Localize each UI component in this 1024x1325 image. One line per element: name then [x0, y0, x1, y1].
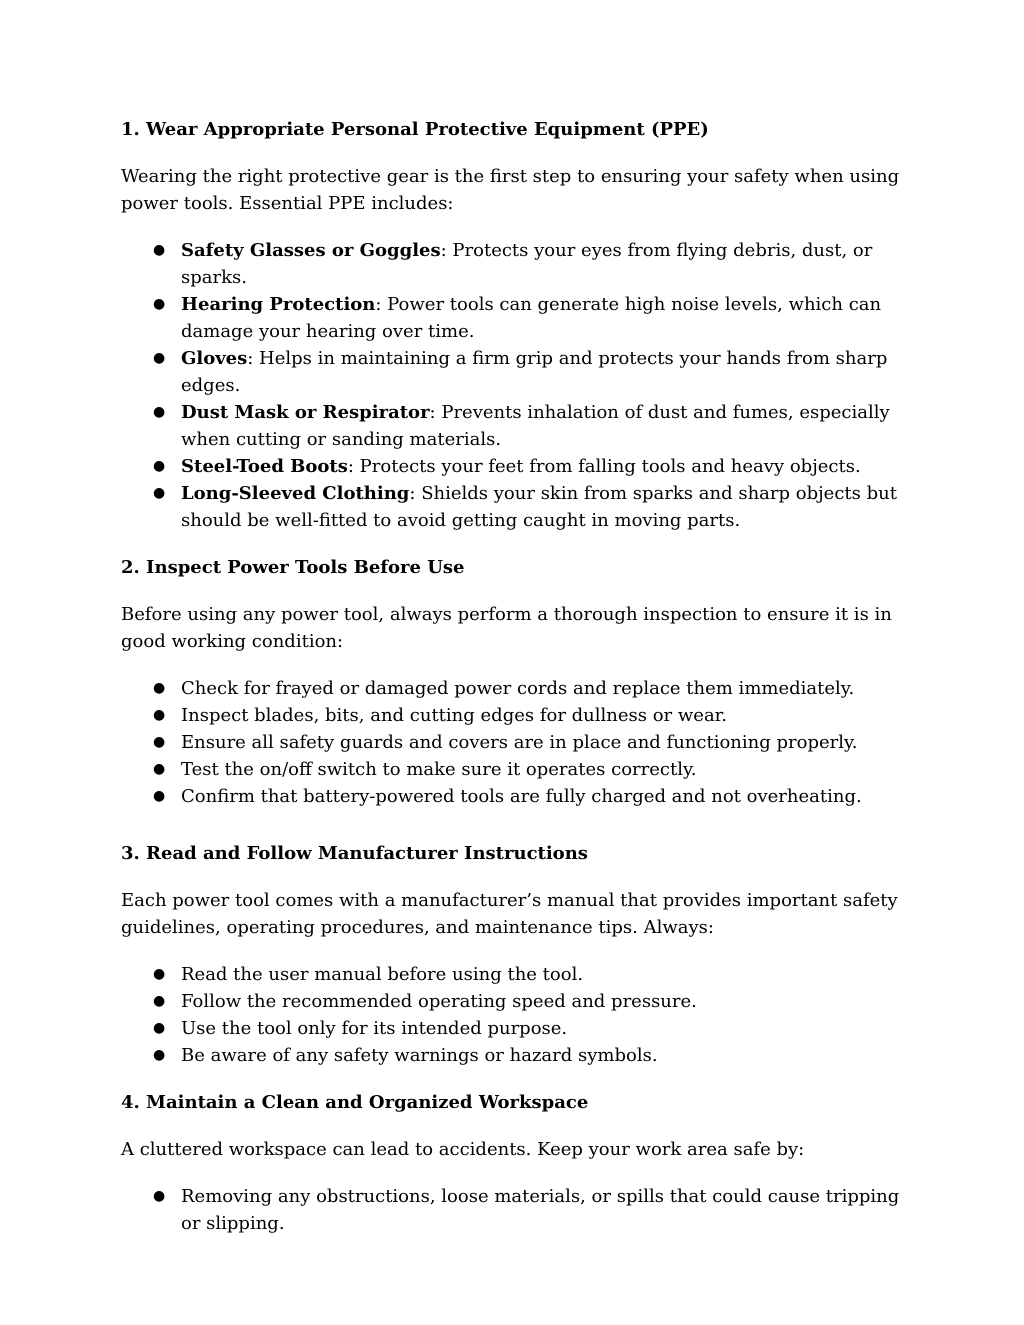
- section-heading: 3. Read and Follow Manufacturer Instructions: [121, 843, 588, 864]
- section-workspace: [121, 1089, 911, 1237]
- section-intro: Wearing the right protective gear is the first step to ensuring your safety when using power tools. Essential PPE includes:: [121, 166, 900, 214]
- section-ppe: [121, 116, 911, 534]
- bullet-icon: ●: [153, 761, 166, 777]
- list-item: [121, 756, 911, 783]
- section-intro: Each power tool comes with a manufacturer’s manual that provides important safety guidelines, operating procedures, and maintenance tips. Always:: [121, 890, 898, 938]
- section-inspect: [121, 554, 911, 810]
- bullet-icon: ●: [153, 485, 166, 501]
- item-text: Read the user manual before using the tool.: [181, 964, 584, 985]
- item-term: Hearing Protection: [181, 294, 376, 315]
- item-text: : Prevents inhalation of dust and fumes, especially when cutting or sanding materials.: [181, 402, 890, 450]
- section-heading: 1. Wear Appropriate Personal Protective Equipment (PPE): [121, 119, 709, 140]
- item-text: : Helps in maintaining a firm grip and protects your hands from sharp edges.: [181, 348, 888, 396]
- item-term: Gloves: [181, 348, 248, 369]
- list-item: [121, 961, 911, 988]
- item-text: Test the on/off switch to make sure it operates correctly.: [181, 759, 697, 780]
- item-text: Be aware of any safety warnings or hazard symbols.: [181, 1045, 658, 1066]
- list-item: [121, 702, 911, 729]
- bullet-icon: ●: [153, 734, 166, 750]
- section-heading: 4. Maintain a Clean and Organized Workspace: [121, 1092, 589, 1113]
- list-item: [121, 345, 911, 399]
- section-intro: Before using any power tool, always perform a thorough inspection to ensure it is in good working condition:: [121, 604, 892, 652]
- item-text: Follow the recommended operating speed and pressure.: [181, 991, 697, 1012]
- bullet-list: [121, 1183, 911, 1237]
- item-term: Steel-Toed Boots: [181, 456, 348, 477]
- bullet-icon: ●: [153, 680, 166, 696]
- bullet-icon: ●: [153, 458, 166, 474]
- list-item: [121, 988, 911, 1015]
- list-item: [121, 729, 911, 756]
- bullet-icon: ●: [153, 404, 166, 420]
- list-item: [121, 675, 911, 702]
- document-page: [121, 116, 911, 1237]
- bullet-list: [121, 675, 911, 810]
- item-term: Safety Glasses or Goggles: [181, 240, 441, 261]
- bullet-icon: ●: [153, 242, 166, 258]
- section-manufacturer: [121, 840, 911, 1069]
- item-text: : Shields your skin from sparks and sharp objects but should be well-fitted to avoid getting caught in moving parts.: [181, 483, 897, 531]
- list-item: [121, 1015, 911, 1042]
- list-item: [121, 480, 911, 534]
- item-text: Confirm that battery-powered tools are fully charged and not overheating.: [181, 786, 862, 807]
- bullet-icon: ●: [153, 1188, 166, 1204]
- bullet-icon: ●: [153, 788, 166, 804]
- bullet-icon: ●: [153, 296, 166, 312]
- list-item: [121, 783, 911, 810]
- section-heading: 2. Inspect Power Tools Before Use: [121, 557, 465, 578]
- item-term: Dust Mask or Respirator: [181, 402, 430, 423]
- bullet-icon: ●: [153, 350, 166, 366]
- bullet-icon: ●: [153, 707, 166, 723]
- item-text: Inspect blades, bits, and cutting edges for dullness or wear.: [181, 705, 728, 726]
- item-text: : Power tools can generate high noise levels, which can damage your hearing over time.: [181, 294, 882, 342]
- list-item: [121, 291, 911, 345]
- list-item: [121, 1042, 911, 1069]
- item-text: Ensure all safety guards and covers are in place and functioning properly.: [181, 732, 858, 753]
- item-text: : Protects your eyes from flying debris, dust, or sparks.: [181, 240, 873, 288]
- item-term: Long-Sleeved Clothing: [181, 483, 410, 504]
- section-intro: A cluttered workspace can lead to accidents. Keep your work area safe by:: [121, 1139, 805, 1160]
- bullet-list: [121, 237, 911, 534]
- list-item: [121, 237, 911, 291]
- list-item: [121, 399, 911, 453]
- list-item: [121, 1183, 911, 1237]
- bullet-icon: ●: [153, 966, 166, 982]
- bullet-list: [121, 961, 911, 1069]
- item-text: Check for frayed or damaged power cords and replace them immediately.: [181, 678, 855, 699]
- bullet-icon: ●: [153, 993, 166, 1009]
- item-text: : Protects your feet from falling tools and heavy objects.: [347, 456, 861, 477]
- item-text: Removing any obstructions, loose materials, or spills that could cause tripping or slipping.: [181, 1186, 900, 1234]
- bullet-icon: ●: [153, 1047, 166, 1063]
- item-text: Use the tool only for its intended purpose.: [181, 1018, 568, 1039]
- list-item: [121, 453, 911, 480]
- bullet-icon: ●: [153, 1020, 166, 1036]
